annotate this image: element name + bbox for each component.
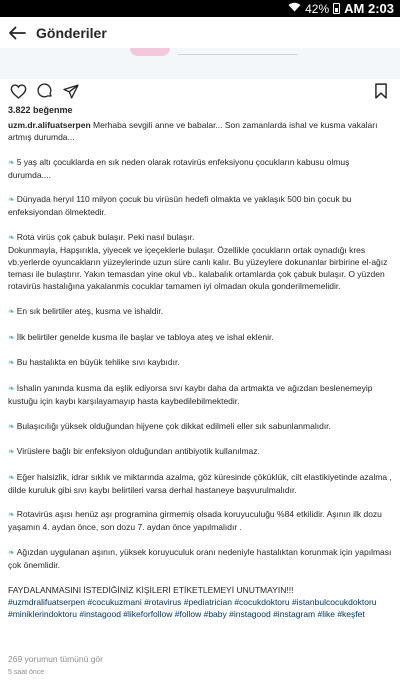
herb-leaf-icon: ❧: [8, 383, 15, 393]
share-button[interactable]: [62, 82, 80, 100]
status-bar: [0, 0, 400, 17]
caption-paragraph: ❧ En sık belirtiler ateş, kusma ve ishaldir.: [8, 306, 164, 317]
bookmark-icon: [374, 83, 388, 99]
back-button[interactable]: [2, 17, 32, 48]
wifi-icon: [288, 2, 301, 15]
caption-paragraph: ❧ Virüslere bağlı bir enfeksiyon olduğundan antibiyotik kullanılmaz.: [8, 446, 260, 457]
arrow-left-icon: [8, 26, 26, 40]
caption-paragraph: ❧ Rota virüs çok çabuk bulaşır. Peki nasıl bulaşır. Dokunmayla, Hapşırıkla, yiyecek ve içeçeklerle bulaşır. Özellikle çocukların ortak oynadığı kres vb.yerlerde oyuncakların yüzeylerinde uzun süre canlı kalır. Bu yüzeylere dokunanlar birbirine el-ağız teması ile bulaştırır. Yakın temasdan yine okul vb.. kalabalık ortamlarda çok çabuk bulaşır. O yüzden rotavirüs hastalığına yakalanmis cocuklar tamamen iyi olmadan okula gonderilmemelidir.: [8, 232, 388, 292]
caption-username[interactable]: uzm.dr.alifuatserpen: [8, 120, 91, 130]
comment-button[interactable]: [36, 82, 54, 100]
post-actions: [0, 79, 400, 103]
save-button[interactable]: [372, 82, 390, 100]
herb-leaf-icon: ❧: [8, 358, 15, 368]
like-button[interactable]: [9, 82, 27, 100]
paper-plane-icon: [63, 84, 79, 99]
caption-paragraph: ❧ Dünyada heryıl 110 milyon çocuk bu virüsün hedefi olmakta ve yaklaşık 500 bin çocuk bu enfeksiyondan ölmektedir.: [8, 194, 352, 218]
herb-leaf-icon: ❧: [8, 332, 15, 342]
caption-cta: FAYDALANMASINI İSTEDİĞİNİZ KİŞİLERİ ETİKETLEMEYİ UNUTMAYIN!!!: [8, 584, 294, 595]
post-timestamp: 5 saat önce: [8, 669, 45, 676]
post-caption: [8, 119, 392, 620]
caption-paragraph: ❧ Ağızdan uygulanan aşının, yüksek koruyuculuk oranı nedeniyle hastalıktan korunmak için yapılması çok önemlidir.: [8, 547, 392, 571]
herb-leaf-icon: ❧: [8, 233, 15, 243]
page-title: Gönderiler: [36, 24, 107, 41]
heart-icon: [10, 84, 27, 99]
herb-leaf-icon: ❧: [8, 548, 15, 558]
battery-icon: [333, 3, 340, 14]
herb-leaf-icon: ❧: [8, 421, 15, 431]
post-image[interactable]: [0, 48, 400, 79]
top-app-bar: [0, 17, 400, 48]
herb-leaf-icon: ❧: [8, 157, 15, 167]
caption-hashtags[interactable]: #uzmdralifuatserpen #cocukuzmani #rotavirus #pediatrician #cocukdoktoru #istanbulcocukdoktoru #miniklerindoktoru #instagood #likeforfollow #follow #baby #instagood #instagram #like #keşfet: [8, 596, 377, 619]
caption-paragraph: ❧ Rotavirüs aşısı henüz aşı programina girmemiş olsada koruyuculuğu %84 etkilidir. Aşının ilk dozu yaşamın 4. aydan önce, son dozu 7. aydan önce yapılmalıdır .: [8, 509, 382, 533]
herb-leaf-icon: ❧: [8, 307, 15, 317]
herb-leaf-icon: ❧: [8, 195, 15, 205]
battery-percent: 42%: [305, 1, 330, 16]
caption-intro: [8, 119, 392, 143]
caption-paragraph: ❧ İshalin yanında kusma da eşlik ediyorsa sıvı kaybı daha da artmakta ve ağızdan beslenemeyip kustuğu için kaybı karşılayamayıp hasta kaybedilebilmektedir.: [8, 382, 373, 406]
caption-paragraph: ❧ Eğer halsizlik, idrar sıklık ve miktarında azalma, göz küresinde çöküklük, cilt elastikiyetinde azalma , dilde kuruluk gibi sıvı kaybı belirtileri varsa derhal hastaneye başvurulmalıdır.: [8, 471, 392, 495]
caption-paragraph: ❧ Bulaşıcılığı yüksek olduğundan hijyene çok dikkat edilmeli eller sık sabunlanmalıdır.: [8, 420, 331, 431]
caption-paragraph: ❧ 5 yaş altı çocuklarda en sık neden olarak rotavirüs enfeksiyonu çocukların kabusu olmuş durumda....: [8, 156, 350, 180]
caption-paragraph: ❧ Bu hastalıkta en büyük tehlike sıvı kaybıdır.: [8, 357, 180, 368]
herb-leaf-icon: ❧: [8, 447, 15, 457]
comment-bubble-icon: [37, 83, 53, 99]
likes-count[interactable]: 3.822 beğenme: [8, 105, 73, 115]
herb-leaf-icon: ❧: [8, 510, 15, 520]
caption-intro-text: Merhaba sevgili anne ve babalar... Son zamanlarda ishal ve kusma vakaları artmış durumda...: [8, 120, 378, 143]
status-time: AM 2:03: [344, 1, 394, 16]
view-all-comments-link[interactable]: 269 yorumun tümünü gör: [8, 654, 103, 664]
caption-paragraph: ❧ İlk belirtiler genelde kusma ile başlar ve tabloya ateş ve ishal eklenir.: [8, 331, 274, 342]
herb-leaf-icon: ❧: [8, 472, 15, 482]
